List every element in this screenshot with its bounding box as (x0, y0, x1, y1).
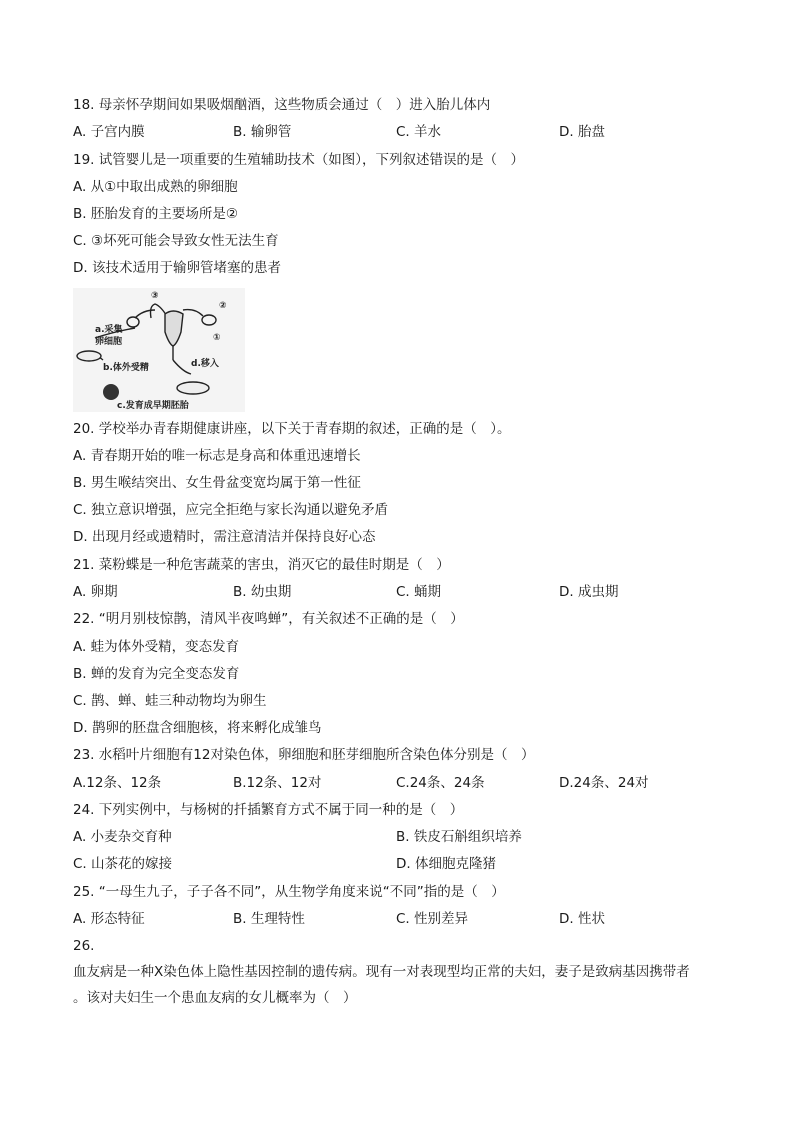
q24-option-c: C. 山茶花的嫁接 (73, 856, 173, 872)
label-a-collect: a.采集 (95, 325, 123, 335)
q21-option-b: B. 幼虫期 (233, 584, 292, 600)
q22-option-a: A. 蛙为体外受精，变态发育 (73, 639, 240, 655)
q25-option-d: D. 性状 (559, 911, 605, 927)
question-26-stem-line2: 。该对夫妇生一个患血友病的女儿概率为（ ） (73, 990, 357, 1006)
q24-option-a: A. 小麦杂交育种 (73, 829, 172, 845)
q21-option-a: A. 卵期 (73, 584, 118, 600)
ivf-diagram (73, 288, 245, 412)
question-20-stem: 20. 学校举办青春期健康讲座，以下关于青春期的叙述，正确的是（ ）。 (73, 421, 511, 437)
q20-option-a: A. 青春期开始的唯一标志是身高和体重迅速增长 (73, 448, 361, 464)
q22-option-c: C. 鹊、蝉、蛙三种动物均为卵生 (73, 693, 267, 709)
q18-option-a: A. 子宫内膜 (73, 124, 145, 140)
q22-option-d: D. 鹊卵的胚盘含细胞核，将来孵化成雏鸟 (73, 720, 322, 736)
question-25-stem: 25. “一母生九子，子子各不同”，从生物学角度来说“不同”指的是（ ） (73, 884, 505, 900)
question-18-stem: 18. 母亲怀孕期间如果吸烟酗酒，这些物质会通过（ ）进入胎儿体内 (73, 97, 491, 113)
q22-option-b: B. 蝉的发育为完全变态发育 (73, 666, 240, 682)
petri-dish-2 (177, 382, 209, 394)
q21-option-c: C. 蛹期 (396, 584, 442, 600)
q23-option-b: B.12条、12对 (233, 775, 322, 791)
q19-option-b: B. 胚胎发育的主要场所是② (73, 206, 238, 222)
q19-option-a: A. 从①中取出成熟的卵细胞 (73, 179, 238, 195)
question-21-stem: 21. 菜粉蝶是一种危害蔬菜的害虫，消灭它的最佳时期是（ ） (73, 557, 450, 573)
q20-option-d: D. 出现月经或遗精时，需注意清洁并保持良好心态 (73, 529, 376, 545)
q19-option-c: C. ③坏死可能会导致女性无法生育 (73, 233, 279, 249)
label-egg-cell: 卵细胞 (95, 337, 123, 347)
label-b-ivf: b.体外受精 (103, 363, 149, 373)
label-d-transfer: d.移入 (191, 359, 219, 369)
label-2: ② (219, 301, 227, 311)
label-c-embryo: c.发育成早期胚胎 (117, 401, 189, 411)
petri-dish-1 (77, 351, 101, 361)
q18-option-c: C. 羊水 (396, 124, 442, 140)
q24-option-b: B. 铁皮石斛组织培养 (396, 829, 522, 845)
label-3: ③ (151, 291, 159, 301)
question-19-stem: 19. 试管婴儿是一项重要的生殖辅助技术（如图），下列叙述错误的是（ ） (73, 152, 525, 168)
q20-option-b: B. 男生喉结突出、女生骨盆变宽均属于第一性征 (73, 475, 361, 491)
question-26-stem-line1: 血友病是一种X染色体上隐性基因控制的遗传病。现有一对表现型均正常的夫妇，妻子是致病基因携带者 (73, 964, 690, 980)
question-22-stem: 22. “明月别枝惊鹊，清风半夜鸣蝉”，有关叙述不正确的是（ ） (73, 611, 464, 627)
q23-option-d: D.24条、24对 (559, 775, 649, 791)
q21-option-d: D. 成虫期 (559, 584, 619, 600)
q23-option-a: A.12条、12条 (73, 775, 162, 791)
q19-option-d: D. 该技术适用于输卵管堵塞的患者 (73, 260, 281, 276)
q24-option-d: D. 体细胞克隆猪 (396, 856, 496, 872)
question-24-stem: 24. 下列实例中，与杨树的扦插繁育方式不属于同一种的是（ ） (73, 802, 464, 818)
q25-option-b: B. 生理特性 (233, 911, 305, 927)
q18-option-b: B. 输卵管 (233, 124, 292, 140)
q18-option-d: D. 胎盘 (559, 124, 605, 140)
question-26-number: 26. (73, 938, 95, 954)
label-1: ① (213, 333, 221, 343)
embryo-circle (103, 384, 119, 400)
q23-option-c: C.24条、24条 (396, 775, 485, 791)
ivf-diagram-svg (73, 288, 245, 412)
q25-option-c: C. 性别差异 (396, 911, 469, 927)
q25-option-a: A. 形态特征 (73, 911, 145, 927)
question-23-stem: 23. 水稻叶片细胞有12对染色体，卵细胞和胚芽细胞所含染色体分别是（ ） (73, 747, 535, 763)
q20-option-c: C. 独立意识增强，应完全拒绝与家长沟通以避免矛盾 (73, 502, 389, 518)
